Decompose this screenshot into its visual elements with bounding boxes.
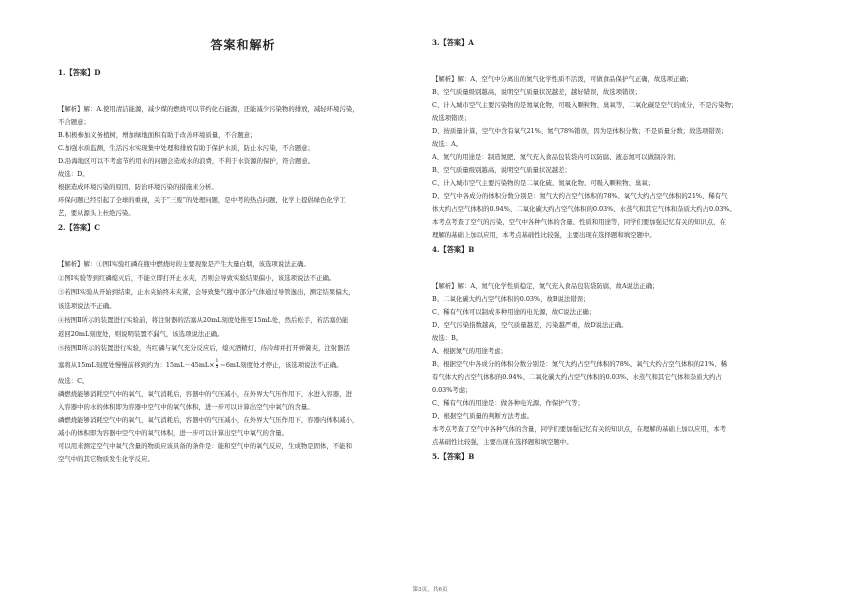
text-line: D.沿海地区可以不考虑节约用水的问题会造成水的浪费，不利于水资源的保护，符合题意。 xyxy=(58,157,315,165)
text-line: 故选：C。 xyxy=(58,377,89,385)
text-line: D、按质量计算，空气中含有氧气21%、氮气78%错误，因为是体积分数；不是质量分数；故选项错误； xyxy=(432,127,728,135)
text-line: B、空气质量级别越高，说明空气质量状况越差； xyxy=(432,166,571,174)
text-line: ③若图Ⅰ实验从开始到结束，止水夹始终未夹紧，会导致集气瓶中部分气体通过导管逸出，测定结果偏大， xyxy=(58,288,355,296)
text-line: B、二氧化碳大约占空气体积的0.03%，故B说法错误； xyxy=(432,295,590,303)
text-line: 环保问题已经引起了全球的重视，关于“三废”的处理问题，是中考的热点问题，化学上提倡绿色化学工 xyxy=(58,196,346,204)
text-line: 【解析】解：A、空气中分离出的氮气化学性质不活泼，可做食品保护气正确，故选项正确； xyxy=(432,75,693,83)
text-line: ④按图Ⅱ所示的装置进行实验前，将注射器的活塞从20mL刻度处推至15mL处，然后松手，若活塞仍能 xyxy=(58,316,349,324)
text-line: 有气体大约占空气体积的0.94%、二氧化碳大约占空气体积的0.03%、水蒸气和其它气体和杂质大约占 xyxy=(432,373,722,381)
fraction-numerator: 1 xyxy=(215,359,219,364)
text-line: D、空气中各成分的体积分数分别是：氮气大约占空气体积的78%、氧气大约占空气体积的21%、稀有气 xyxy=(432,192,728,200)
text-line: 根据造成环境污染的原因、防治环境污染的措施来分析。 xyxy=(58,183,218,191)
text-line: C、计入城市空气主要污染物的是二氧化硫、氮氧化物、可吸入颗粒物、臭氧； xyxy=(432,179,655,187)
text-line: A、氮气的用途是：制造氮肥、氮气充入食品包装袋内可以防腐、液态氮可以做制冷剂； xyxy=(432,153,680,161)
text-line: 【解析】解：A.使用清洁能源，减少煤的燃烧可以节约化石能源，还能减少污染物的排放，减轻环境污染， xyxy=(58,105,359,113)
text-line: 磷燃烧能够消耗空气中的氧气，氧气消耗后，容器中的气压减小，在外界大气压作用下，容器内体积减小， xyxy=(58,416,359,424)
text-line: 【解析】解：A、氮气化学性质稳定，氮气充入食品包装袋防腐，故A说法正确； xyxy=(432,282,659,290)
text-line: C.加强水质监测，生活污水实现集中处理和排放有助于保护水质，防止水污染，不合题意； xyxy=(58,144,314,152)
text-line: 艺，要从源头上杜绝污染。 xyxy=(58,209,135,217)
text-line: 理解的基础上加以应用，本考点基础性比较强，主要出现在选择题和填空题中。 xyxy=(432,231,656,239)
text-line: D、空气污染指数越高，空气质量越差，污染越严重，故D说法正确。 xyxy=(432,321,628,329)
text-line: 点基础性比较强，主要出现在选择题和填空题中。 xyxy=(432,438,573,446)
text-line: 入容器中的水的体积即为容器中空气中的氧气体积，进一步可以计算出空气中氧气的含量。 xyxy=(58,403,314,411)
page-footer: 第3页，共6页 xyxy=(412,587,448,593)
text-line: C、稀有气体的用途是：做各种电光源、作保护气等； xyxy=(432,399,584,407)
text-line: C、计入城市空气主要污染物的是氮氧化物，可吸入颗粒物、臭氧等，二氧化碳是空气的成分，不是污染物； xyxy=(432,101,738,109)
text-line: 故选：A。 xyxy=(432,140,463,148)
formula-line xyxy=(58,360,342,370)
answer-heading: 2.【答案】C xyxy=(58,223,100,232)
text-line: 故选：D。 xyxy=(58,170,89,178)
text-line: D、根据空气质量的判断方法考虑。 xyxy=(432,412,533,420)
text-line: ②图Ⅰ实验等到红磷熄灭后，不能立即打开止水夹，否则会导致实验结果偏小，该选项说法不正确。 xyxy=(58,274,336,282)
text-line: 体大约占空气体积的0.94%、二氧化碳大约占空气体积的0.03%、水蒸气和其它气体和杂质大约占0.03%。 xyxy=(432,205,736,213)
fraction-denominator: 5 xyxy=(215,364,219,370)
text-line: 故选：B。 xyxy=(432,334,463,342)
text-line: 故选项错误； xyxy=(432,114,471,122)
text-line: 减小的体积即为容器中空气中的氧气体积，进一步可以计算出空气中氧气的含量。 xyxy=(58,429,289,437)
text-line: 空气中的其它物质发生化学反应。 xyxy=(58,455,154,463)
text-line: 本考点考查了空气中各种气体的含量，同学们要加强记忆有关的知识点，在理解的基础上加以应用，本考 xyxy=(432,425,726,433)
text-line: 该选项说法不正确。 xyxy=(58,302,116,310)
text-line: B、空气质量级别越高，说明空气质量状况越差，越好错误，故选项错误； xyxy=(432,88,642,96)
answer-heading: 1.【答案】D xyxy=(58,68,101,77)
formula-prefix: 塞将从15mL刻度处慢慢前移到约为：15mL－45mL× xyxy=(58,361,215,370)
formula-suffix: ＝6mL刻度处才停止，该选项说法不正确。 xyxy=(219,361,343,370)
text-line: C、稀有气体可以制成多种用途的电光源，故C说法正确； xyxy=(432,308,596,316)
text-line: 可以用来测定空气中氧气含量的物质应该具备的条件是：能和空气中的氧气反应，生成物是固体，不能和 xyxy=(58,442,352,450)
text-line: A、根据氮气的用途考虑； xyxy=(432,347,507,355)
text-line: 返回20mL刻度处，则说明装置不漏气，该选项说法正确。 xyxy=(58,330,224,338)
text-line: 磷燃烧能够消耗空气中的氧气，氧气消耗后，容器中的气压减小，在外界大气压作用下，水进入容器，进 xyxy=(58,390,352,398)
text-line: 不合题意； xyxy=(58,118,90,126)
answer-heading: 4.【答案】B xyxy=(432,245,475,254)
text-line: 0.03%考虑； xyxy=(432,386,472,394)
text-line: 【解析】解：①图Ⅰ实验红磷在瓶中燃烧时的主要现象是产生大量白烟，该选项说法正确。 xyxy=(58,260,310,268)
text-line: 本考点考查了空气的污染、空气中各种气体的含量、性质和用途等，同学们要加强记忆有关的知识点，在 xyxy=(432,218,726,226)
answer-heading: 3.【答案】A xyxy=(432,38,474,47)
page-title: 答案和解析 xyxy=(210,38,276,52)
answer-heading: 5.【答案】B xyxy=(432,452,475,461)
text-line: B.积极参加义务植树，增加绿地面积有助于改善环境质量，不合题意； xyxy=(58,131,257,139)
text-line: B、根据空气中各成分的体积分数分别是：氮气大约占空气体积的78%、氧气大约占空气体积的21%、稀 xyxy=(432,360,728,368)
text-line: ⑤按图Ⅱ所示的装置进行实验，当红磷与氧气充分反应后，熄灭酒精灯，待冷却并打开弹簧夹，注射器活 xyxy=(58,344,350,352)
